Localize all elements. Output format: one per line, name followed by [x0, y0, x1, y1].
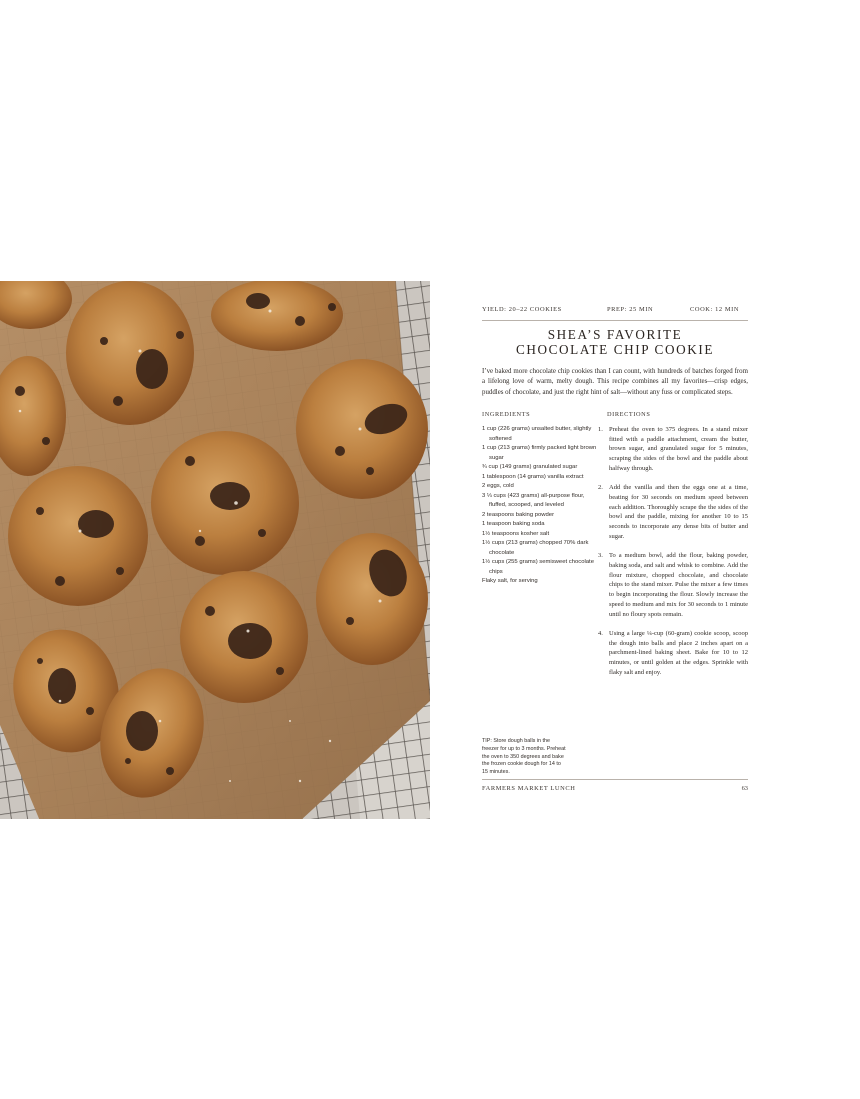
- ingredient-item: 1½ teaspoons kosher salt: [482, 530, 550, 537]
- directions-heading: DIRECTIONS: [607, 411, 651, 418]
- step-number: 1.: [598, 426, 603, 433]
- ingredient-item: 1 cup (226 grams) unsalted butter, slightly softened: [482, 426, 592, 442]
- header-divider: [482, 320, 748, 321]
- ingredient-item: ¾ cup (149 grams) granulated sugar: [482, 464, 578, 470]
- ingredient-item: 1½ cups (255 grams) semisweet chocolate chips: [482, 559, 594, 575]
- step-number: 3.: [598, 552, 603, 560]
- ingredient-item: 1 teaspoon baking soda: [482, 521, 545, 527]
- direction-step: [597, 551, 748, 619]
- section-name: FARMERS MARKET LUNCH: [482, 785, 576, 792]
- cook-time-label: COOK: 12 MIN: [690, 306, 740, 313]
- directions-list: [597, 425, 748, 687]
- prep-time-label: PREP: 25 MIN: [607, 306, 654, 313]
- ingredients-list: [482, 425, 602, 587]
- ingredient-item: Flaky salt, for serving: [482, 578, 538, 584]
- page-footer: [482, 785, 748, 795]
- ingredient-item: 1½ cups (213 grams) chopped 70% dark chocolate: [482, 540, 589, 556]
- recipe-title-line-2: CHOCOLATE CHIP COOKIE: [516, 342, 714, 357]
- recipe-title-line-1: SHEA’S FAVORITE: [547, 327, 683, 342]
- recipe-title: [482, 327, 748, 357]
- ingredient-item: 2 teaspoons baking powder: [482, 511, 555, 518]
- recipe-page: [482, 300, 748, 800]
- step-text: Using a large ¼-cup (60-gram) cookie scoop, scoop the dough into balls and place 2 inches apart on a parchment-lined baking sheet. Bake for 10 to 12 minutes, or until golden at the edges. Sprinkle with flaky salt and enjoy.: [609, 630, 748, 676]
- ingredients-heading: INGREDIENTS: [482, 411, 531, 418]
- direction-step: [597, 483, 748, 541]
- page-number: 63: [741, 785, 748, 792]
- direction-step: [597, 629, 748, 678]
- recipe-intro: I’ve baked more chocolate chip cookies than I can count, with hundreds of batches forged from a lifelong love of warm, melty dough. This recipe combines all my favorites—crisp edges, puddles of chocolate, and just the right hint of salt—without any fuss or complicated steps.: [482, 368, 748, 396]
- footer-divider: [482, 779, 748, 780]
- step-text: To a medium bowl, add the flour, baking powder, baking soda, and salt and whisk to combine. Add the flour mixture, chopped chocolate, and chocolate chips to the stand mixer. Pulse the mixer a few times to begin incorporating the flour. Slowly increase the speed to medium and mix for 30 seconds to 1 minute until no floury spots remain.: [609, 552, 748, 618]
- ingredient-item: 1 cup (213 grams) firmly packed light brown sugar: [482, 445, 597, 461]
- cookie-photo: [0, 281, 430, 819]
- ingredient-item: 1 tablespoon (14 grams) vanilla extract: [482, 473, 584, 480]
- yield-label: YIELD: 20–22 COOKIES: [482, 306, 562, 313]
- step-text: Preheat the oven to 375 degrees. In a stand mixer fitted with a paddle attachment, cream the butter, brown sugar, and granulated sugar for 5 minutes, scraping the sides of the bowl and the paddle about halfway through.: [609, 426, 748, 472]
- step-number: 2.: [598, 484, 603, 492]
- ingredient-item: 2 eggs, cold: [482, 483, 514, 489]
- ingredient-item: 3 ⅓ cups (423 grams) all-purpose flour, fluffed, scooped, and leveled: [482, 492, 585, 508]
- direction-step: [597, 425, 748, 474]
- step-number: 4.: [598, 630, 603, 638]
- step-text: Add the vanilla and then the eggs one at a time, beating for 30 seconds on medium speed between each addition. Thoroughly scrape the the sides of the bowl and the paddle, mixing for another 10 to 15 seconds to incorporate any dense bits of butter and sugar.: [609, 484, 748, 540]
- recipe-tip: TIP: Store dough balls in the freezer for up to 3 months. Preheat the oven to 350 degrees and bake the frozen cookie dough for 14 to 15 minutes.: [482, 738, 566, 776]
- recipe-meta: [482, 306, 748, 318]
- cookie-photo-illustration: [0, 281, 430, 819]
